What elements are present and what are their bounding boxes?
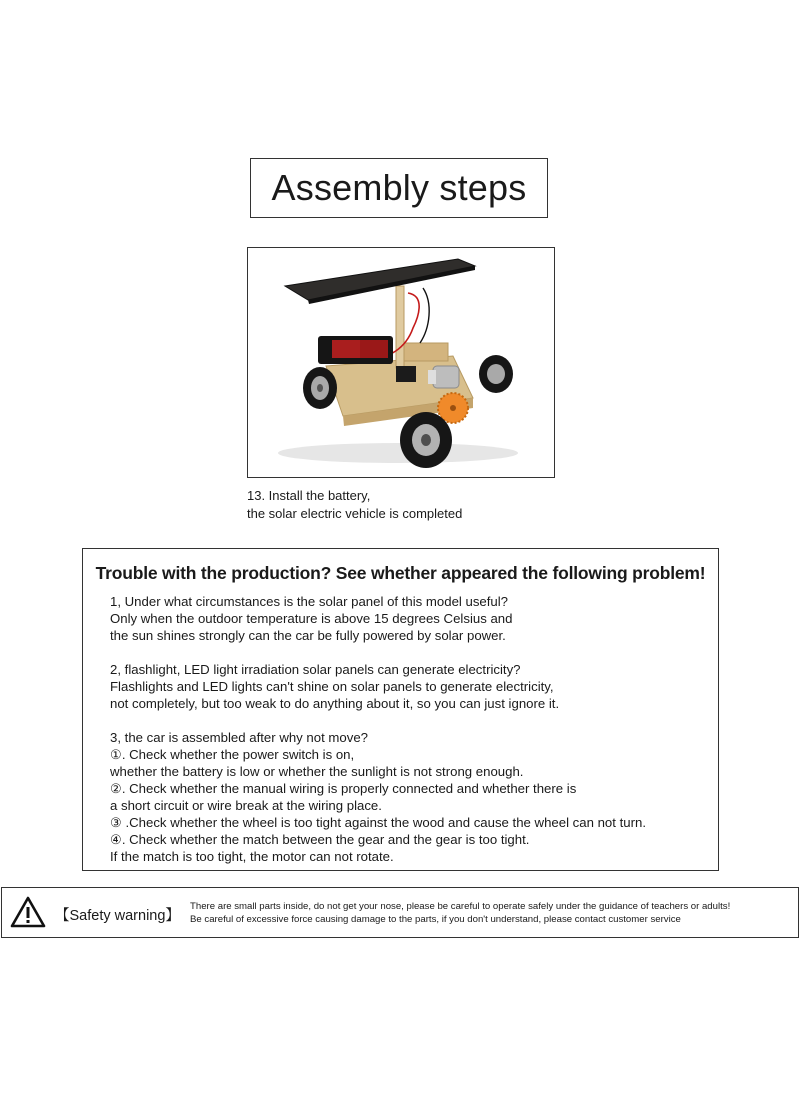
troubleshooting-line: 3, the car is assembled after why not move? (110, 730, 369, 745)
paragraph-gap (110, 644, 646, 661)
safety-line-1: There are small parts inside, do not get your nose, please be careful to operate safely under the guidance of teachers or adults! (190, 901, 731, 912)
gear-hub (450, 405, 456, 411)
troubleshooting-line: whether the battery is low or whether the sunlight is not strong enough. (110, 764, 524, 779)
title-box (250, 158, 548, 218)
safety-warning-text (190, 900, 730, 926)
warning-triangle-icon (10, 896, 46, 928)
solar-car-illustration (248, 248, 554, 477)
troubleshooting-line: ②. Check whether the manual wiring is properly connected and whether there is (110, 781, 577, 796)
troubleshooting-line: the sun shines strongly can the car be fully powered by solar power. (110, 628, 506, 643)
troubleshooting-line: 1, Under what circumstances is the solar panel of this model useful? (110, 594, 509, 609)
safety-warning-box (1, 887, 799, 938)
power-switch (396, 366, 416, 382)
troubleshooting-line: Flashlights and LED lights can't shine on solar panels to generate electricity, (110, 679, 554, 694)
wheel-rear-left (303, 367, 337, 409)
troubleshooting-line: Only when the outdoor temperature is above 15 degrees Celsius and (110, 611, 513, 626)
caption-line-1: 13. Install the battery, (247, 488, 371, 503)
motor-shaft (428, 370, 436, 384)
battery-1 (332, 340, 360, 358)
caption-line-2: the solar electric vehicle is completed (247, 506, 463, 521)
troubleshooting-box (82, 548, 719, 871)
troubleshooting-line: 2, flashlight, LED light irradiation solar panels can generate electricity? (110, 662, 521, 677)
ground-shadow (278, 443, 518, 463)
wheel-rear-right (479, 355, 513, 393)
safety-line-2: Be careful of excessive force causing damage to the parts, if you don't understand, please contact customer service (190, 914, 681, 925)
page-title: Assembly steps (271, 167, 527, 208)
troubleshooting-line: not completely, but too weak to do anything about it, so you can just ignore it. (110, 696, 560, 711)
battery-2 (360, 340, 388, 358)
wood-pole (396, 286, 404, 368)
step-caption (247, 487, 462, 523)
product-photo (247, 247, 555, 478)
safety-warning-label: 【Safety warning】 (55, 908, 180, 924)
motor (433, 366, 459, 388)
troubleshooting-line: a short circuit or wire break at the wiring place. (110, 798, 382, 813)
paragraph-gap (110, 712, 646, 729)
solar-panel (285, 259, 475, 300)
black-wire (420, 288, 429, 343)
wood-block (398, 343, 448, 361)
troubleshooting-text (110, 593, 646, 865)
troubleshooting-line: ①. Check whether the power switch is on, (110, 747, 355, 762)
troubleshooting-line: If the match is too tight, the motor can not rotate. (110, 849, 394, 864)
troubleshooting-heading: Trouble with the production? See whether appeared the following problem! (95, 563, 706, 583)
troubleshooting-line: ③ .Check whether the wheel is too tight against the wood and cause the wheel can not turn. (110, 815, 646, 830)
troubleshooting-line: ④. Check whether the match between the gear and the gear is too tight. (110, 832, 530, 847)
wheel-front-left (400, 412, 452, 468)
